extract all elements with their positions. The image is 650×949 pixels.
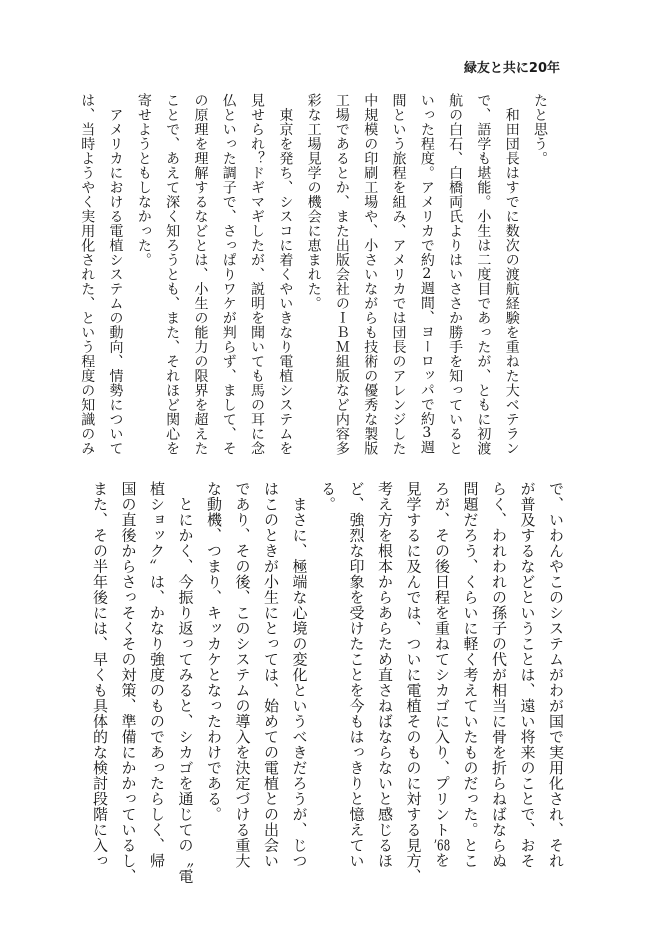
text-column: いった程度。アメリカで約2週間、ヨーロッパで約3週 xyxy=(418,93,435,455)
text-column: 和田団長はすでに数次の渡航経験を重ねた大ベテラン xyxy=(503,93,520,456)
text-column: まさに、極端な心境の変化というべきだろうが、じつ xyxy=(290,481,309,869)
text-column: はこのときが小生にとっては、始めての電植との出会い xyxy=(262,481,280,869)
text-column: 見学するに及んでは、ついに電植そのものに対する見方、 xyxy=(404,481,423,884)
upper-text-block xyxy=(73,93,554,457)
text-column: ことで、あえて深く知ろうとも、また、それほど関心を xyxy=(164,93,181,456)
text-column: ど、強烈な印象を受けたことを今もはっきりと憶えてい xyxy=(347,481,366,869)
text-column: また、その半年後には、早くも具体的な検討段階に入っ xyxy=(91,481,109,869)
text-column: らく、われわれの孫子の代が相当に骨を折らねばならぬ xyxy=(490,481,508,869)
text-column: 彩な工場見学の機会に恵まれた。 xyxy=(305,93,322,311)
text-column: アメリカにおける電植システムの動向、情勢について xyxy=(107,93,124,456)
text-column: 考え方を根本からあらため直さねばならないと感じるほ xyxy=(376,481,394,869)
text-column: 見せられ？ドギマギしたが、説明を聞いても馬の耳に念 xyxy=(249,93,266,456)
text-column: たと思う。 xyxy=(532,93,548,166)
text-column: の原理を理解するなどとは、小生の能力の限界を超えた xyxy=(192,93,209,456)
text-column: 仏といった調子で、さっぱりワケが判らず、まして、そ xyxy=(220,93,237,456)
text-column: 航の白石、白橋両氏よりはいささか勝手を知っていると xyxy=(447,93,464,456)
upright-digits: 3 xyxy=(422,426,432,440)
text-column: は、当時ようやく実用化された、という程度の知識のみ xyxy=(79,93,96,456)
text-column: ろが、その後日程を重ねてシカゴに入り、プリント’68を xyxy=(433,481,451,868)
text-column: とにかく、今振り返ってみると、シカゴを通じての〝電 xyxy=(176,481,195,884)
text-column: 国の直後からさっそくその対策、準備にかかっているし、 xyxy=(119,481,138,884)
text-column: 東京を発ち、シスコに着くやいきなり電植システムを xyxy=(277,93,294,456)
text-column: であり、その後、このシステムの導入を決定づける重大 xyxy=(233,481,252,869)
lower-text-block xyxy=(85,481,570,884)
text-column: で、語学も堪能。小生は二度目であったが、ともに初渡 xyxy=(475,93,492,456)
text-column: 寄せようともしなかった。 xyxy=(135,93,152,267)
text-column: が普及するなどということは、遠い将来のことで、おそ xyxy=(518,481,537,869)
text-column: な動機、つまり、キッカケとなったわけである。 xyxy=(205,481,223,822)
running-title: 緑友と共に20年 xyxy=(463,61,560,76)
text-column: 間という旅程を組み、アメリカでは団長のアレンジした xyxy=(390,93,407,456)
upright-digits: 2 xyxy=(422,267,432,281)
upright-digits: ’68 xyxy=(433,837,451,853)
text-column: 問題だろう、くらいに軽く考えていたものだった。とこ xyxy=(461,481,480,869)
text-column: で、いわんやこのシステムがわが国で実用化され、それ xyxy=(547,481,565,869)
text-column: 工場であるとか、また出版会社のＩＢＭ組版など内容多 xyxy=(333,93,350,456)
text-column: 中規模の印刷工場や、小さいながらも技術の優秀な製版 xyxy=(362,93,379,456)
text-column: る。 xyxy=(319,481,337,512)
text-column: 植ショック〟は、かなり強度のものであったらしく、帰 xyxy=(148,481,166,869)
